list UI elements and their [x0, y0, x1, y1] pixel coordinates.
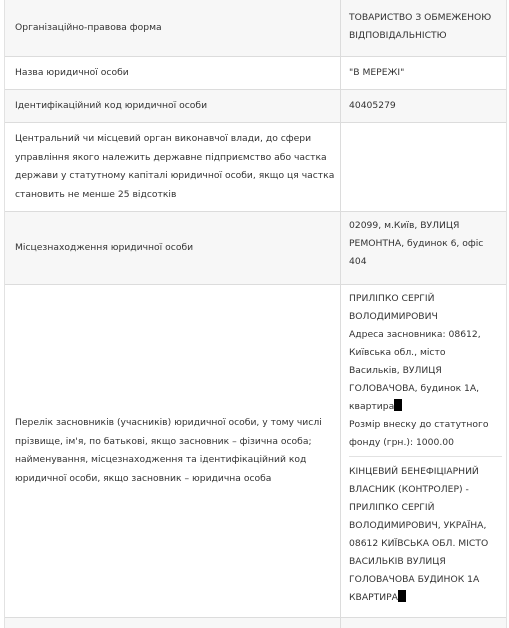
label-cell [5, 212, 341, 284]
beneficiary-block [349, 463, 502, 607]
value-line: РЕМОНТНА, будинок 6, офіс [349, 238, 484, 249]
label-line: держави у статутному капіталі юридичної особи, якщо ця частка [15, 170, 335, 181]
founder-block [349, 290, 502, 457]
value-line: "В МЕРЕЖІ" [349, 67, 405, 78]
label-text: Організаційно-правова форма [15, 21, 162, 33]
value-line: 404 [349, 256, 367, 267]
founder-line: фонду (грн.): 1000.00 [349, 437, 454, 448]
beneficiary-apartment-line [349, 589, 502, 607]
redaction-mark [398, 590, 406, 602]
founder-apartment-line [349, 398, 502, 416]
label-line: найменування, місцезнаходження та ідентифікаційний код [15, 454, 307, 465]
label-text: Ідентифікаційний код юридичної особи [15, 99, 208, 111]
value-cell-empty [341, 618, 506, 628]
founder-line: ГОЛОВАЧОВА, будинок 1А, [349, 383, 480, 394]
value-cell [341, 285, 506, 617]
label-line: становить не менше 25 відсотків [15, 188, 177, 200]
table-row-founders [5, 285, 506, 618]
beneficiary-line: КІНЦЕВИЙ БЕНЕФІЦІАРНИЙ [349, 466, 479, 477]
label-line: управління якого належить державне підприємство або частка [15, 151, 327, 163]
founder-line: Київська обл., місто [349, 347, 446, 358]
founder-line: Адреса засновника: 08612, [349, 329, 481, 340]
table-row-identification-code [5, 90, 506, 123]
label-cell [5, 285, 341, 617]
label-cell [5, 57, 341, 89]
label-cell [5, 0, 341, 56]
table-row-legal-form [5, 0, 506, 57]
value-cell [341, 57, 506, 89]
beneficiary-line: КВАРТИРА [349, 592, 398, 603]
table-row-governing-authority [5, 123, 506, 212]
label-text: Назва юридичної особи [15, 66, 129, 78]
founder-line: ВОЛОДИМИРОВИЧ [349, 311, 438, 322]
redaction-mark [394, 399, 402, 411]
label-cell [5, 123, 341, 211]
label-line: юридичної особи, якщо засновник – юридична особа [15, 472, 272, 484]
founder-line: ПРИЛІПКО СЕРГІЙ [349, 293, 435, 304]
label-cell-empty [5, 618, 341, 628]
label-line: Перелік засновників (учасників) юридичної особи, у тому числі [15, 417, 322, 428]
table-row-next-partial [5, 618, 506, 628]
value-cell-empty [341, 123, 506, 211]
label-line: прізвище, ім'я, по батькові, якщо засновник – фізична особа; [15, 435, 312, 447]
value-line: 02099, м.Київ, ВУЛИЦЯ [349, 220, 460, 231]
beneficiary-line: ГОЛОВАЧОВА БУДИНОК 1А [349, 574, 480, 585]
table-row-entity-name [5, 57, 506, 90]
label-cell [5, 90, 341, 122]
label-text: Місцезнаходження юридичної особи [15, 241, 194, 253]
value-line: ВІДПОВІДАЛЬНІСТЮ [349, 30, 447, 41]
value-cell [341, 0, 506, 56]
beneficiary-line: 08612 КИЇВСЬКА ОБЛ. МІСТО [349, 538, 489, 549]
beneficiary-line: ПРИЛІПКО СЕРГІЙ [349, 502, 435, 513]
value-cell [341, 212, 506, 284]
registry-table [4, 0, 507, 628]
beneficiary-line: ВОЛОДИМИРОВИЧ, УКРАЇНА, [349, 520, 487, 531]
founder-line: квартира [349, 401, 395, 412]
value-cell [341, 90, 506, 122]
value-line: ТОВАРИСТВО З ОБМЕЖЕНОЮ [349, 12, 492, 23]
founder-line: Розмір внеску до статутного [349, 419, 489, 430]
table-row-location [5, 212, 506, 285]
label-line: Центральний чи місцевий орган виконавчої влади, до сфери [15, 133, 312, 144]
beneficiary-line: ВЛАСНИК (КОНТРОЛЕР) - [349, 484, 469, 495]
founder-line: Васильків, ВУЛИЦЯ [349, 365, 442, 376]
value-line: 40405279 [349, 100, 396, 111]
beneficiary-line: ВАСИЛЬКІВ ВУЛИЦЯ [349, 556, 446, 567]
